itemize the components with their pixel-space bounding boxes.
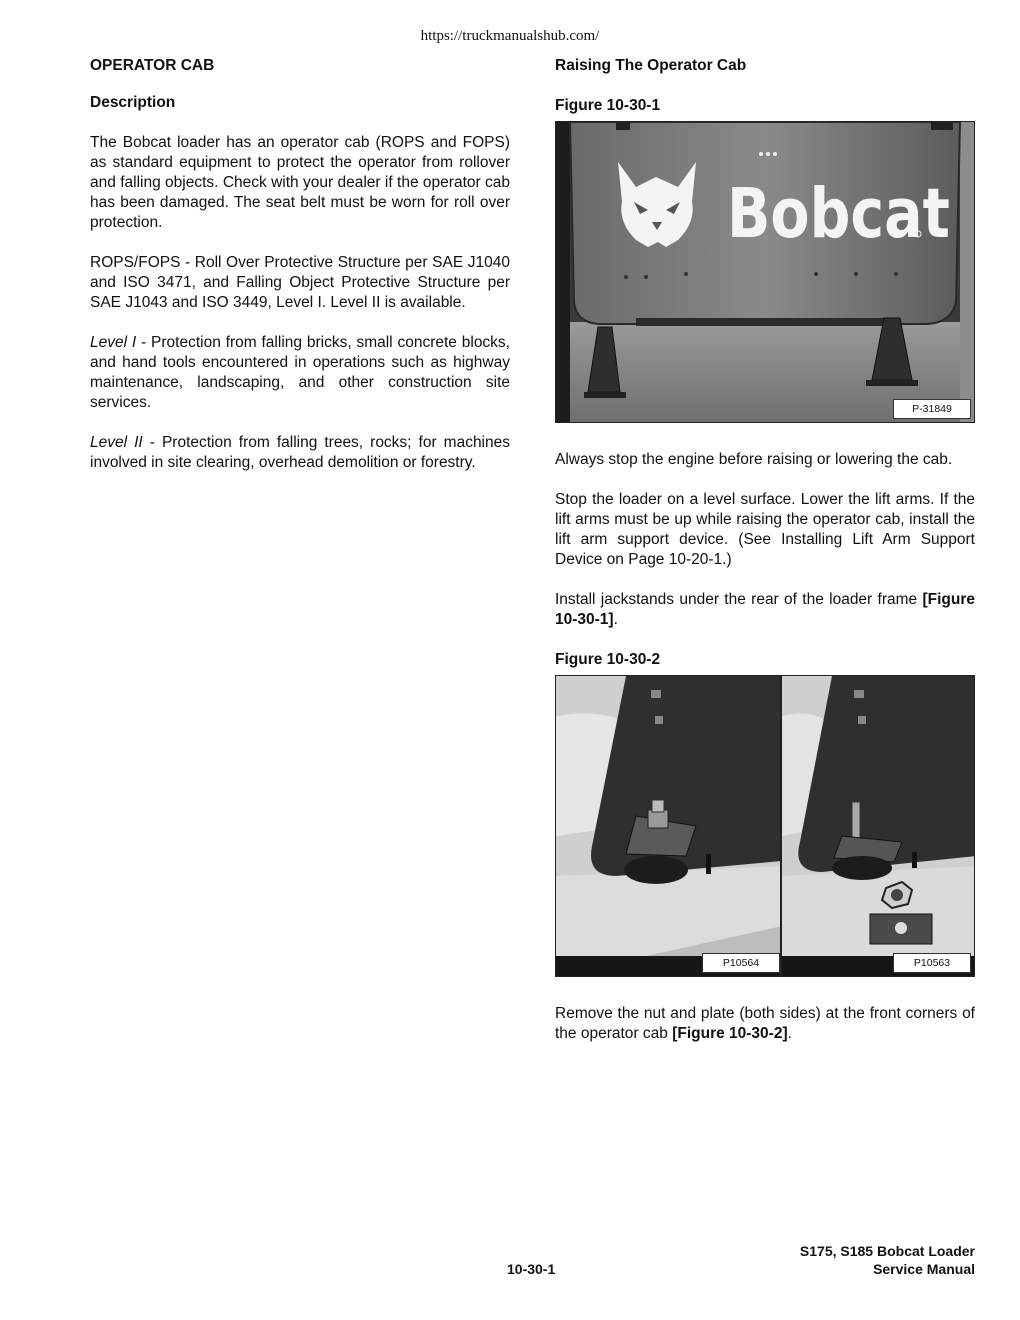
figure-1-title: Figure 10-30-1	[555, 97, 661, 114]
level-two-paragraph	[90, 433, 510, 473]
figure-2-photo	[555, 675, 975, 977]
cab-rear-illustration	[556, 122, 975, 423]
jackstands-text: Install jackstands under the rear of the loader frame	[555, 591, 923, 608]
level-two-term: Level II	[90, 434, 143, 451]
jackstands-end: .	[613, 611, 618, 628]
jackstands-paragraph	[555, 590, 975, 630]
remove-nut-paragraph	[555, 1004, 975, 1044]
figure-2-left-panel	[556, 676, 782, 976]
level-one-text: - Protection from falling bricks, small concrete blocks, and hand tools encountered in operations such as highway maintenance, landscaping, and other construction site services.	[90, 334, 510, 411]
figure-2-right-code: P10563	[893, 953, 971, 973]
nut-installed-illustration	[556, 676, 782, 976]
level-two-text: - Protection from falling trees, rocks; for machines involved in site clearing, overhead demolition or forestry.	[90, 434, 510, 471]
remove-nut-end: .	[787, 1025, 792, 1042]
remove-nut-text: Remove the nut and plate (both sides) at the front corners of the operator cab	[555, 1005, 975, 1042]
figure-1-code: P-31849	[893, 399, 971, 419]
raising-cab-heading: Raising The Operator Cab	[555, 57, 747, 74]
manual-title-line-2: Service Manual	[873, 1261, 975, 1277]
left-column	[90, 56, 510, 493]
level-surface-paragraph: Stop the loader on a level surface. Lower the lift arms. If the lift arms must be up while raising the operator cab, install the lift arm support device. (See Installing Lift Arm Support Device on Page 10-20-1.)	[555, 491, 975, 568]
level-one-paragraph	[90, 333, 510, 413]
right-column	[555, 56, 975, 1064]
nut-removed-illustration	[782, 676, 974, 976]
figure-2-reference: [Figure 10-30-2]	[672, 1025, 788, 1042]
figure-2-title: Figure 10-30-2	[555, 651, 661, 668]
section-title: OPERATOR CAB	[90, 57, 215, 74]
stop-engine-paragraph: Always stop the engine before raising or lowering the cab.	[555, 451, 953, 468]
level-one-term: Level I	[90, 334, 137, 351]
source-url[interactable]: https://truckmanualshub.com/	[420, 28, 600, 44]
figure-2-right-panel	[782, 676, 974, 976]
page-number: 10-30-1	[507, 1261, 556, 1277]
description-heading: Description	[90, 94, 176, 111]
figure-1-photo	[555, 121, 975, 423]
manual-title	[800, 1242, 975, 1278]
figure-1-reference: [Figure 10-30-1]	[555, 591, 975, 628]
description-paragraph: The Bobcat loader has an operator cab (ROPS and FOPS) as standard equipment to protect the operator from rollover and falling objects. Check with your dealer if the operator cab has been damaged. The seat belt must be worn for roll over protection.	[90, 134, 510, 231]
manual-title-line-1: S175, S185 Bobcat Loader	[799, 1243, 975, 1259]
rops-fops-paragraph: ROPS/FOPS - Roll Over Protective Structure per SAE J1040 and ISO 3471, and Falling Object Protective Structure per SAE J1043 and ISO 3449, Level I. Level II is available.	[90, 254, 510, 311]
figure-2-left-code: P10564	[702, 953, 780, 973]
svg-text:Bobcat: Bobcat	[727, 172, 950, 254]
